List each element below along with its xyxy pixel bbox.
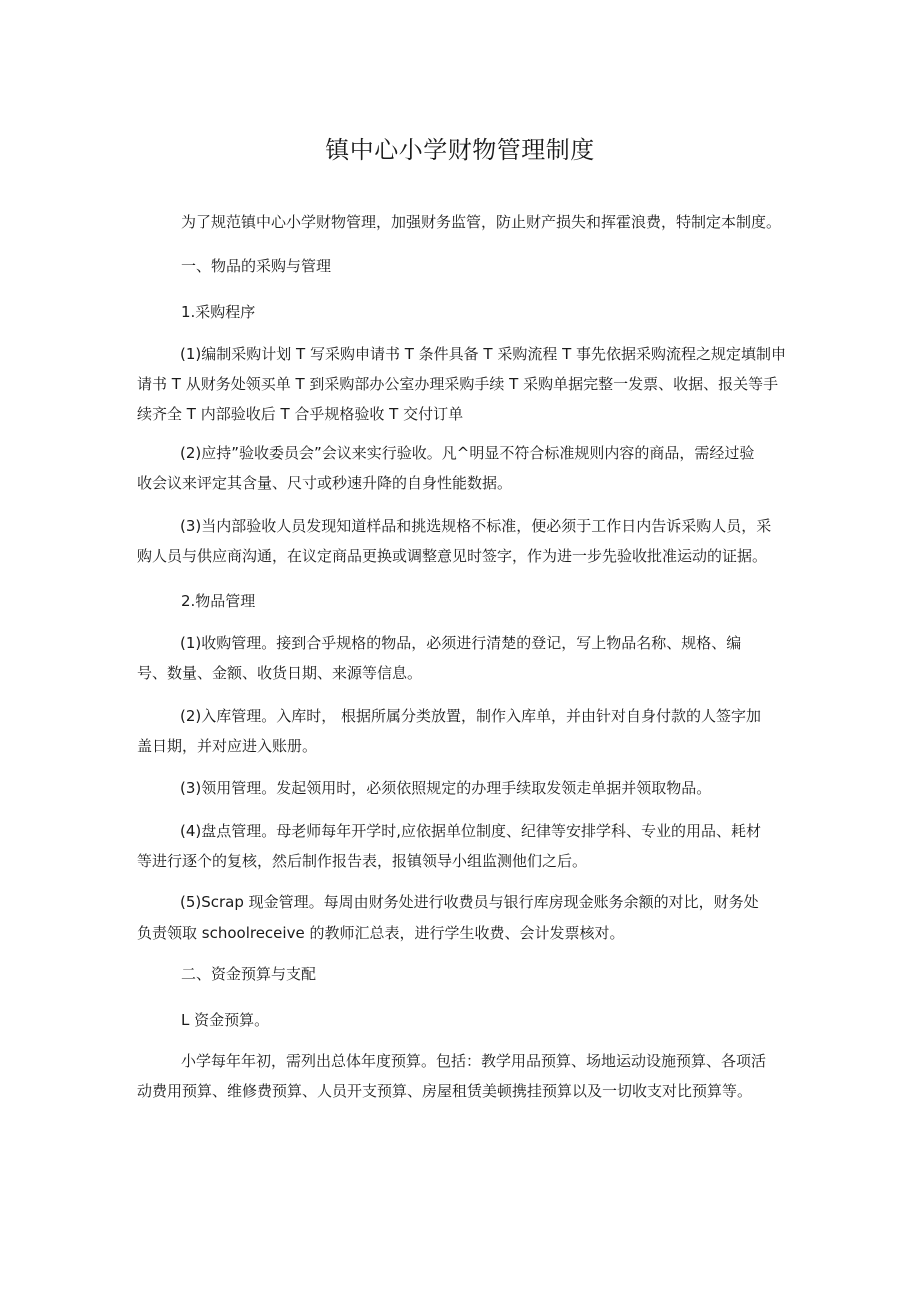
procurement-item1-line1: (1)编制采购计划 T 写采购申请书 T 条件具备 T 采购流程 T 事先依据采购流程之规定填制申 xyxy=(180,345,787,363)
procurement-item2-line2: 收会议来评定其含量、尺寸或秒速升降的自身性能数据。 xyxy=(137,474,513,492)
budget-body-line2: 动费用预算、维修费预算、人员开支预算、房屋租赁美顿携挂预算以及一切收支对比预算等。 xyxy=(137,1082,753,1100)
budget-body-line1: 小学每年年初，需列出总体年度预算。包括：教学用品预算、场地运动设施预算、各项活 xyxy=(181,1052,767,1070)
intro-paragraph: 为了规范镇中心小学财物管理，加强财务监管，防止财产损失和挥霍浪费，特制定本制度。 xyxy=(181,213,782,231)
goods-item1-line2: 号、数量、金额、收货日期、来源等信息。 xyxy=(137,664,423,682)
goods-item5-line1: (5)Scrap 现金管理。每周由财务处进行收费员与银行库房现金账务余额的对比，财务处 xyxy=(180,893,759,911)
goods-item4-line1: (4)盘点管理。母老师每年开学时,应依据单位制度、纪律等安排学科、专业的用品、耗材 xyxy=(180,822,762,840)
goods-item2-line1: (2)入库管理。入库时， 根据所属分类放置，制作入库单，并由针对自身付款的人签字加 xyxy=(180,707,762,725)
goods-item2-line2: 盖日期，并对应进入账册。 xyxy=(137,737,318,755)
section1-sub1-heading: 1.采购程序 xyxy=(181,303,256,321)
section1-sub2-heading: 2.物品管理 xyxy=(181,592,256,610)
section1-heading: 一、物品的采购与管理 xyxy=(181,257,332,275)
procurement-item1-line2: 请书 T 从财务处领买单 T 到采购部办公室办理采购手续 T 采购单据完整一发票、收据、报关等手 xyxy=(137,375,779,393)
document-title: 镇中心小学财物管理制度 xyxy=(325,136,595,164)
goods-item5-line2: 负责领取 schoolreceive 的教师汇总表，进行学生收费、会计发票核对。 xyxy=(137,924,625,942)
goods-item1-line1: (1)收购管理。接到合乎规格的物品，必须进行清楚的登记，写上物品名称、规格、编 xyxy=(180,634,742,652)
goods-item4-line2: 等进行逐个的复核，然后制作报告表，报镇领导小组监测他们之后。 xyxy=(137,852,588,870)
section2-sub1-heading: L 资金预算。 xyxy=(181,1011,270,1029)
procurement-item2-line1: (2)应持”验收委员会”会议来实行验收。凡^明显不符合标准规则内容的商品，需经过验 xyxy=(180,444,755,462)
procurement-item1-line3: 续齐全 T 内部验收后 T 合乎规格验收 T 交付订单 xyxy=(137,405,464,423)
section2-heading: 二、资金预算与支配 xyxy=(181,965,317,983)
procurement-item3-line1: (3)当内部验收人员发现知道样品和挑选规格不标准，便必须于工作日内告诉采购人员，采 xyxy=(180,517,772,535)
procurement-item3-line2: 购人员与供应商沟通，在议定商品更换或调整意见时签字，作为进一步先验收批准运动的证据。 xyxy=(137,547,768,565)
goods-item3-line1: (3)领用管理。发起领用时，必须依照规定的办理手续取发领走单据并领取物品。 xyxy=(180,779,712,797)
